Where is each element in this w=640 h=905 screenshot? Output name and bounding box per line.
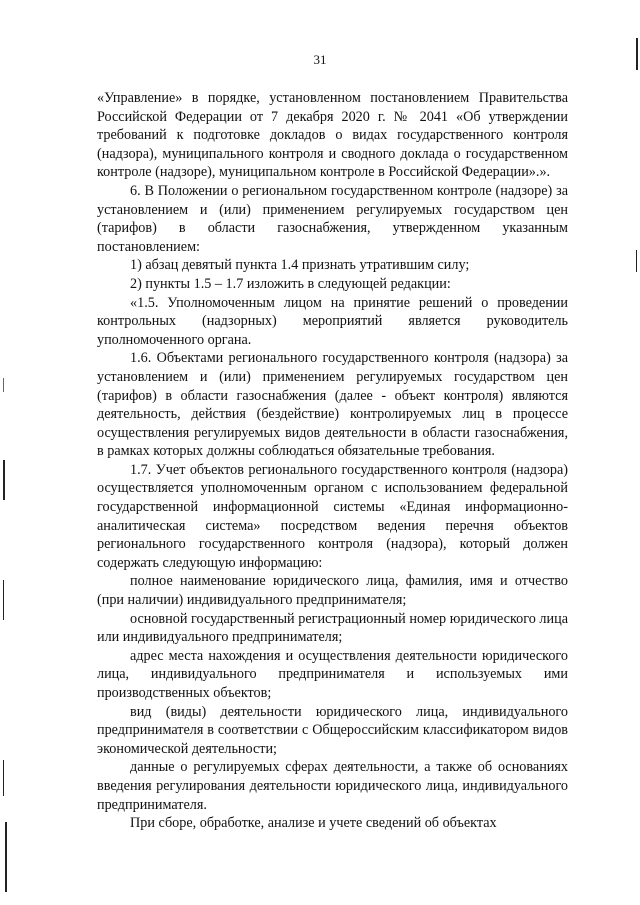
scan-edge-mark	[636, 250, 637, 272]
scan-edge-mark	[636, 38, 638, 70]
list-item-full-name: полное наименование юридического лица, фамилия, имя и отчество (при наличии) индивидуального предпринимателя;	[97, 573, 568, 609]
paragraph-continuation: «Управление» в порядке, установленном постановлением Правительства Российской Федерации от 7 декабря 2020 г. № 2041 «Об утверждении требований к подготовке докладов о видах государственного контроля (надзора), муниципального контроля и сводного доклада о государственном контроле (надзоре), муниципальном контроле в Российской Федерации».».	[97, 90, 568, 181]
list-item-regulated-spheres: данные о регулируемых сферах деятельности, а также об основаниях введения регулирования деятельности юридического лица, индивидуального предпринимателя.	[97, 759, 568, 813]
paragraph-item-6: 6. В Положении о региональном государственном контроле (надзоре) за установлением и (или) применением регулируемых государством цен (тарифов) в области газоснабжения, утвержденном указанным постановлением:	[97, 182, 568, 255]
list-item-address: адрес места нахождения и осуществления деятельности юридического лица, индивидуального предпринимателя и используемых ими производственных объектов;	[97, 647, 568, 701]
page-number: 31	[313, 52, 327, 67]
list-item-registration-number: основной государственный регистрационный номер юридического лица или индивидуального предпринимателя;	[97, 610, 568, 646]
paragraph-subitem-2: 2) пункты 1.5 – 1.7 изложить в следующей редакции:	[130, 275, 451, 292]
scan-edge-mark	[3, 760, 4, 796]
list-item-activity-type: вид (виды) деятельности юридического лица, индивидуального предпринимателя в соответствии с Общероссийским классификатором видов экономической деятельности;	[97, 703, 568, 757]
scan-edge-mark	[3, 460, 5, 500]
scan-edge-mark	[3, 580, 4, 620]
paragraph-clause-1-7: 1.7. Учет объектов регионального государственного контроля (надзора) осуществляется уполномоченным органом с использованием федеральной государственной информационной системы «Единая информационно-аналитическая система» посредством ведения перечня объектов регионального государственного контроля (надзора), который должен содержать следующую информацию:	[97, 461, 568, 571]
paragraph-subitem-1: 1) абзац девятый пункта 1.4 признать утратившим силу;	[130, 257, 470, 274]
paragraph-clause-1-5: «1.5. Уполномоченным лицом на принятие решений о проведении контрольных (надзорных) мероприятий является руководитель уполномоченного органа.	[97, 294, 568, 348]
scan-edge-mark	[5, 822, 7, 892]
document-body	[97, 89, 568, 833]
paragraph-collection: При сборе, обработке, анализе и учете сведений об объектах	[130, 815, 497, 832]
paragraph-clause-1-6: 1.6. Объектами регионального государственного контроля (надзора) за установлением и (или) применением регулируемых государством цен (тарифов) в области газоснабжения (далее - объект контроля) являются деятельность, действия (бездействие) контролируемых лиц в процессе осуществления регулируемых видов деятельности в области газоснабжения, в рамках которых должны соблюдаться обязательные требования.	[97, 350, 568, 460]
scan-edge-mark	[3, 378, 4, 392]
